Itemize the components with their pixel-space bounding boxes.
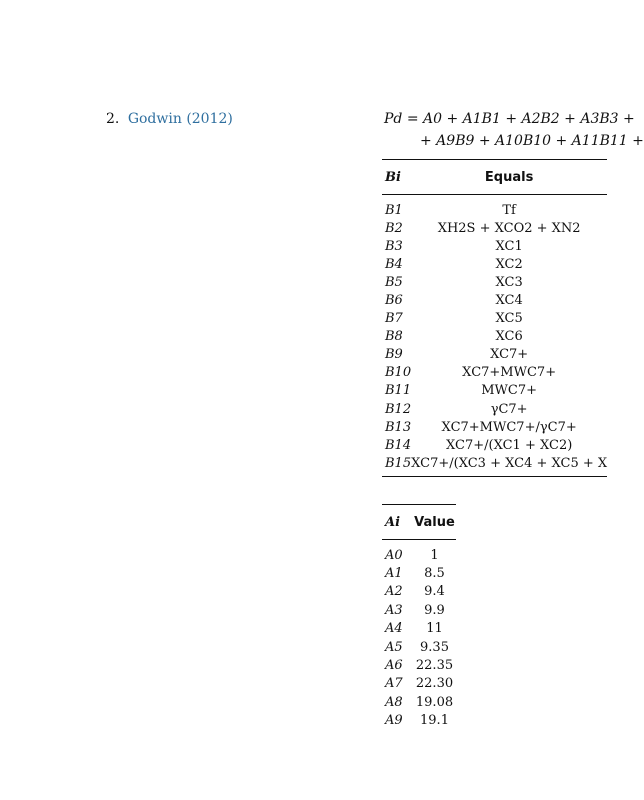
table-row	[382, 201, 607, 219]
table-row	[382, 310, 607, 328]
b-label: B10	[385, 365, 412, 381]
b-label: B8	[385, 329, 403, 345]
table-row	[382, 219, 607, 237]
b-equals: XC1	[495, 238, 523, 254]
table-row	[382, 255, 607, 273]
table-row	[382, 382, 607, 400]
header-bi: Bi	[382, 160, 411, 195]
header-value: Value	[413, 505, 456, 540]
a-label: A7	[385, 676, 403, 692]
b-equals: Tf	[502, 202, 516, 218]
b-label: B11	[385, 383, 412, 399]
table-row	[382, 436, 607, 454]
a-label: A8	[385, 694, 403, 710]
a-value: 1	[430, 547, 439, 563]
a-label: A0	[385, 547, 403, 563]
a-label: A4	[385, 621, 403, 637]
header-equals: Equals	[411, 160, 607, 195]
table-row	[382, 346, 607, 364]
table-row	[382, 454, 607, 477]
b-label: B9	[385, 347, 403, 363]
reference-list-item	[106, 110, 233, 128]
table-row	[382, 273, 607, 291]
citation-link[interactable]: Godwin (2012)	[127, 111, 233, 127]
b-label: B3	[385, 238, 403, 254]
b-label: B7	[385, 311, 403, 327]
b-equals: XC3	[495, 274, 523, 290]
a-value: 11	[426, 621, 443, 637]
a-label: A6	[385, 658, 403, 674]
b-equals: XC7+	[490, 347, 529, 363]
b-equals: XC5	[495, 311, 523, 327]
table-row	[382, 656, 456, 674]
table-row	[382, 693, 456, 711]
b-equals: XC7+/(XC1 + XC2)	[445, 437, 573, 453]
formula-line-1: Pd = A0 + A1B1 + A2B2 + A3B3 +	[384, 111, 635, 127]
b-equals: γC7+	[490, 401, 528, 417]
a-value: 9.35	[420, 639, 449, 655]
b-equals: XC7+MWC7+	[462, 365, 557, 381]
a-value: 8.5	[424, 566, 445, 582]
b-equals: XC6	[495, 329, 523, 345]
a-value: 19.08	[415, 694, 454, 710]
b-label: B12	[385, 401, 412, 417]
a-value: 9.4	[424, 584, 445, 600]
table-row	[382, 328, 607, 346]
table-row	[382, 675, 456, 693]
table-row	[382, 601, 456, 619]
table-row	[382, 364, 607, 382]
table-row	[382, 638, 456, 656]
table-row	[382, 546, 456, 564]
a-value: 9.9	[424, 602, 445, 618]
b-label: B4	[385, 256, 403, 272]
a-coefficients-table	[382, 504, 456, 730]
b-label: B13	[385, 419, 412, 435]
a-label: A1	[385, 566, 403, 582]
b-label: B5	[385, 274, 403, 290]
b-label: B15	[382, 454, 411, 477]
a-label: A5	[385, 639, 403, 655]
pressure-formula	[384, 110, 644, 149]
b-label: B6	[385, 293, 403, 309]
b-equals: MWC7+	[481, 383, 538, 399]
table-row	[382, 291, 607, 309]
b-equals: XC2	[495, 256, 523, 272]
a-value: 22.35	[415, 658, 454, 674]
b-label: B14	[385, 437, 412, 453]
table-row	[382, 564, 456, 582]
table-row	[382, 620, 456, 638]
b-coefficients-table	[382, 159, 607, 477]
b-equals: XC7+/(XC3 + XC4 + XC5 + X	[411, 454, 607, 477]
b-equals: XC4	[495, 293, 523, 309]
list-number: 2.	[106, 111, 120, 127]
table-row	[382, 418, 607, 436]
b-label: B1	[385, 202, 403, 218]
formula-line-2: + A9B9 + A10B10 + A11B11 +	[420, 133, 644, 149]
header-ai: Ai	[382, 505, 413, 540]
a-value: 22.30	[415, 676, 454, 692]
table-row	[382, 400, 607, 418]
table-row	[382, 237, 607, 255]
b-equals: XH2S + XCO2 + XN2	[437, 220, 581, 236]
a-label: A2	[385, 584, 403, 600]
table-row	[382, 583, 456, 601]
a-label: A9	[385, 713, 403, 729]
table-row	[382, 712, 456, 730]
b-equals: XC7+MWC7+/γC7+	[441, 419, 577, 435]
b-label: B2	[385, 220, 403, 236]
a-label: A3	[385, 602, 403, 618]
a-value: 19.1	[420, 713, 449, 729]
